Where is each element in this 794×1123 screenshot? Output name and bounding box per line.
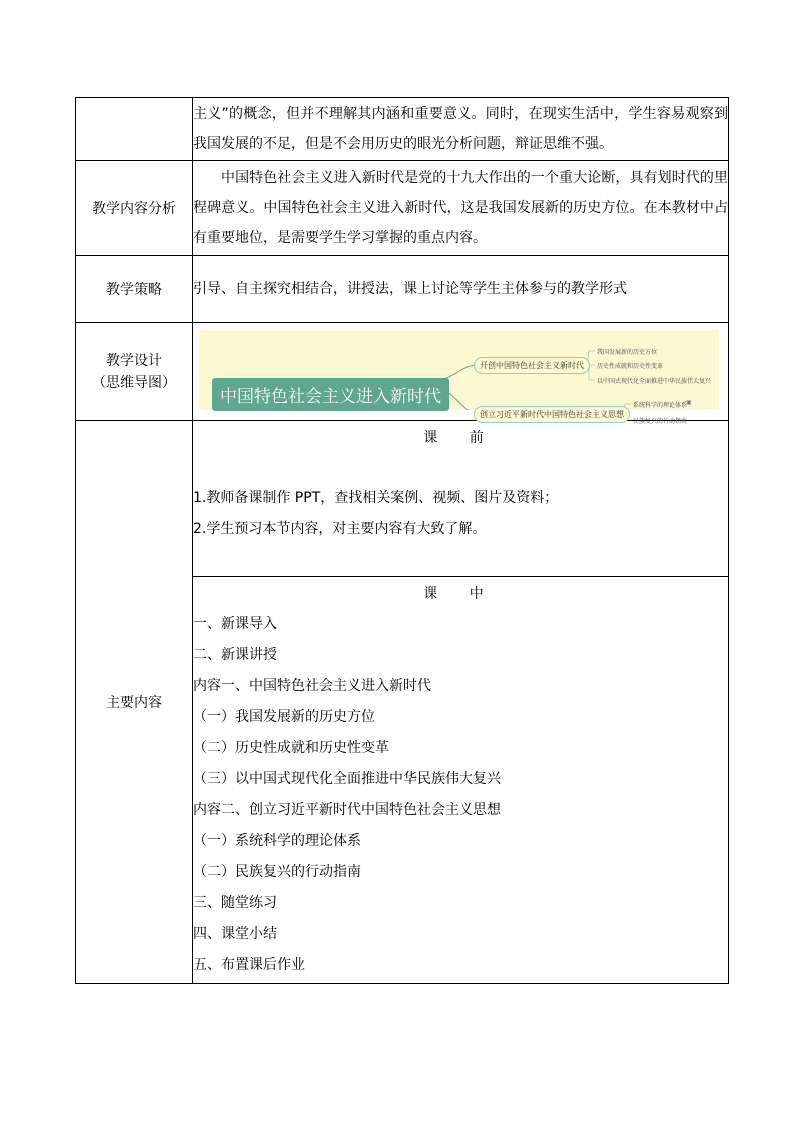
mindmap-leaf: 历史性成就和历史性变革 — [597, 363, 664, 370]
empty-label-cell — [76, 98, 193, 161]
section-title-in-class: 课 中 — [423, 585, 498, 602]
row-main-content — [76, 421, 729, 984]
row-strategy — [76, 256, 729, 323]
list-item: （一）系统科学的理论体系 — [193, 833, 361, 849]
note-icon: ▣ — [686, 399, 692, 406]
design-label-line-2: （思维导图） — [92, 374, 176, 391]
list-item: （二）民族复兴的行动指南 — [193, 864, 361, 880]
list-item: 1.教师备课制作 PPT，查找相关案例、视频、图片及资料； — [193, 490, 559, 506]
list-item: （三）以中国式现代化全面推进中华民族伟大复兴 — [193, 771, 501, 787]
design-label — [76, 323, 193, 421]
design-label-line-1: 教学设计 — [106, 352, 162, 369]
list-item: 五、布置课后作业 — [193, 957, 305, 973]
row-design — [76, 323, 729, 421]
list-item: （一）我国发展新的历史方位 — [193, 709, 375, 725]
list-item: 内容二、创立习近平新时代中国特色社会主义思想 — [193, 802, 501, 818]
before-class-body — [193, 452, 728, 577]
list-item: 2.学生预习本节内容，对主要内容有大致了解。 — [193, 521, 487, 537]
mindmap-leaf: 以中国式现代化全面推进中华民族伟大复兴 — [597, 378, 712, 385]
list-item: 内容一、中国特色社会主义进入新时代 — [193, 678, 431, 694]
row-content-analysis — [76, 161, 729, 256]
strategy-label: 教学策略 — [76, 256, 193, 323]
main-content-cell — [193, 421, 729, 984]
mindmap-leaf: 我国发展新的历史方位 — [597, 349, 658, 356]
strategy-text: 引导、自主探究相结合，讲授法，课上讨论等学生主体参与的教学形式 — [193, 256, 729, 323]
list-item: 四、课堂小结 — [193, 926, 277, 942]
design-cell — [193, 323, 729, 425]
mindmap-root-node: 中国特色社会主义进入新时代 — [212, 378, 449, 411]
list-item: （二）历史性成就和历史性变革 — [193, 740, 389, 756]
content-analysis-label: 教学内容分析 — [76, 161, 193, 256]
list-item: 一、新课导入 — [193, 616, 277, 632]
main-content-label: 主要内容 — [76, 421, 193, 984]
lesson-plan-table — [75, 97, 729, 984]
in-class-body — [193, 608, 728, 983]
mindmap-leaf: 民族复兴的行动指南 — [633, 418, 688, 425]
mindmap — [199, 330, 719, 425]
row-student-analysis-continued — [76, 98, 729, 161]
main-content-subtable — [193, 421, 728, 983]
mindmap-branch-1: 开创中国特色社会主义新时代 — [474, 357, 590, 374]
mindmap-leaf: 系统科学的理论体系 — [633, 402, 688, 409]
list-item: 三、随堂练习 — [193, 895, 277, 911]
section-title-before-class: 课 前 — [423, 429, 498, 446]
list-item: 二、新课讲授 — [193, 647, 277, 663]
content-analysis-text: 中国特色社会主义进入新时代是党的十九大作出的一个重大论断，具有划时代的里程碑意义。中国特色社会主义进入新时代，这是我国发展新的历史方位。在本教材中占有重要地位，是需要学生学习掌握的重点内容。 — [193, 161, 729, 256]
student-analysis-text: 主义”的概念，但并不理解其内涵和重要意义。同时，在现实生活中，学生容易观察到我国发展的不足，但是不会用历史的眼光分析问题，辩证思维不强。 — [193, 98, 729, 161]
mindmap-branch-2: 创立习近平新时代中国特色社会主义思想 — [474, 406, 630, 423]
